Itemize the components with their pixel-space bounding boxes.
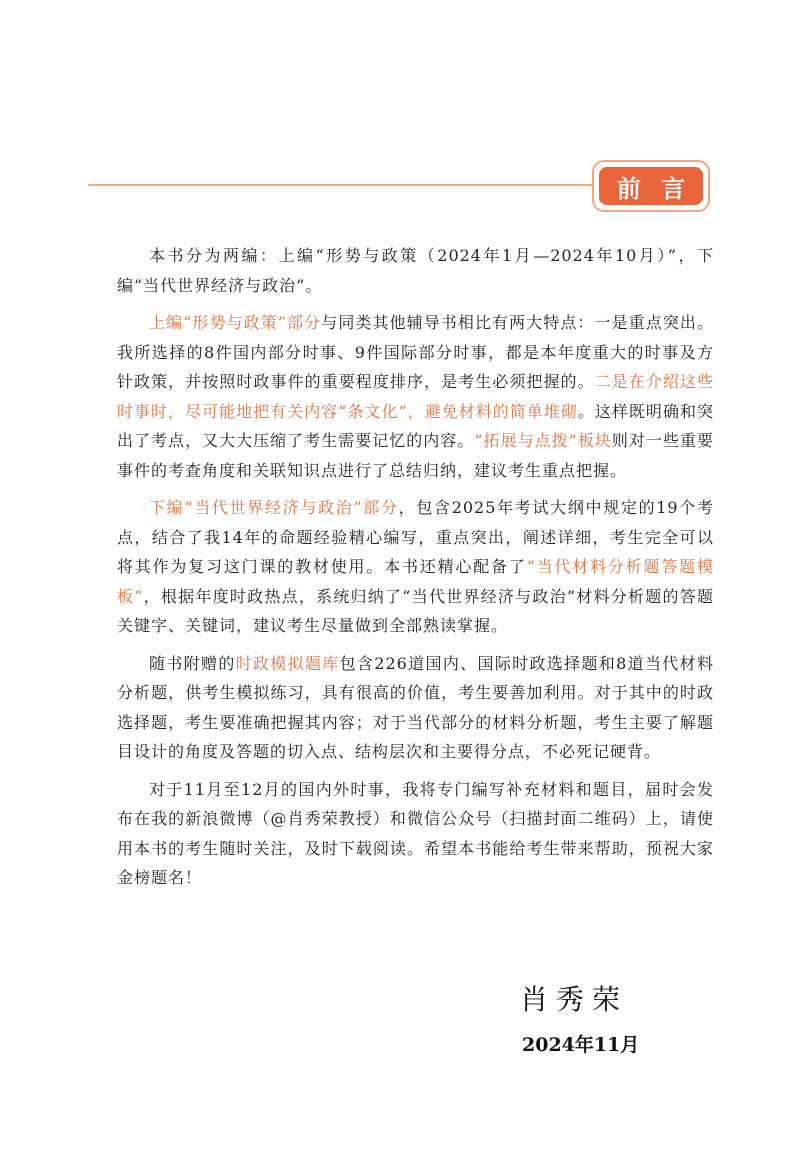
preface-body (117, 241, 714, 901)
paragraph-text: 。这样既明确和突出了考点，又大大压缩了考生需要记忆的内容。 (117, 401, 714, 450)
highlight-text: 二是在介绍这些时事时，尽可能地把有关内容“条文化”，避免材料的简单堆砌 (117, 372, 714, 421)
signature-date: 2024年11月 (522, 1034, 640, 1056)
highlight-text: 下编“当代世界经济与政治”部分 (149, 498, 399, 517)
paragraph-text: 包含226道国内、国际时政选择题和8道当代材料分析题，供考生模拟练习，具有很高的价值，考生要善加利用。对于其中的时政选择题，考生要准确把握其内容；对于当代部分的材料分析题，考生主要了解题目设计的角度及答题的切入点、结构层次和主要得分点，不必死记硬背。 (117, 653, 714, 761)
highlight-text: 上编“形势与政策”部分 (149, 313, 322, 332)
paragraph-text: 随书附赠的 (149, 653, 236, 673)
paragraph-3 (117, 493, 714, 641)
paragraph-1 (117, 241, 714, 300)
header-rule (88, 184, 608, 186)
author-signature: 肖秀荣 (520, 983, 629, 1016)
paragraph-text: ，根据年度时政热点，系统归纳了“当代世界经济与政治”材料分析题的答题关键字、关键词，建议考生尽量做到全部熟读掌握。 (117, 586, 714, 635)
paragraph-text: 与同类其他辅导书相比有两大特点：一是重点突出。我所选择的8件国内部分时事、9件国际部分时事，都是本年度重大的时事及方针政策，并按照时政事件的重要程度排序，是考生必须把握的。 (117, 313, 714, 391)
page-title: 前 言 (616, 174, 692, 203)
paragraph-text: ，包含2025年考试大纲中规定的19个考点，结合了我14年的命题经验精心编写，重点突出，阐述详细，考生完全可以将其作为复习这门课的教材使用。本书还精心配备了 (117, 498, 714, 576)
paragraph-2 (117, 308, 714, 485)
title-badge (592, 160, 710, 212)
paragraph-text: 则对一些重要事件的考查角度和关联知识点进行了总结归纳，建议考生重点把握。 (117, 431, 714, 480)
paragraph-text: 对于11月至12月的国内外时事，我将专门编写补充材料和题目，届时会发布在我的新浪微博（@肖秀荣教授）和微信公众号（扫描封面二维码）上，请使用本书的考生随时关注，及时下载阅读。希望本书能给考生带来帮助，预祝大家金榜题名！ (117, 779, 714, 887)
highlight-text: “当代材料分析题答题模板” (117, 557, 714, 606)
highlight-text: 时政模拟题库 (235, 653, 340, 673)
title-badge-fill (599, 167, 703, 205)
paragraph-4 (117, 649, 714, 767)
highlight-text: “拓展与点拨”板块 (474, 431, 612, 450)
paragraph-text: 本书分为两编：上编“形势与政策（2024年1月—2024年10月）”，下编“当代世界经济与政治”。 (117, 246, 714, 295)
paragraph-5 (117, 775, 714, 893)
